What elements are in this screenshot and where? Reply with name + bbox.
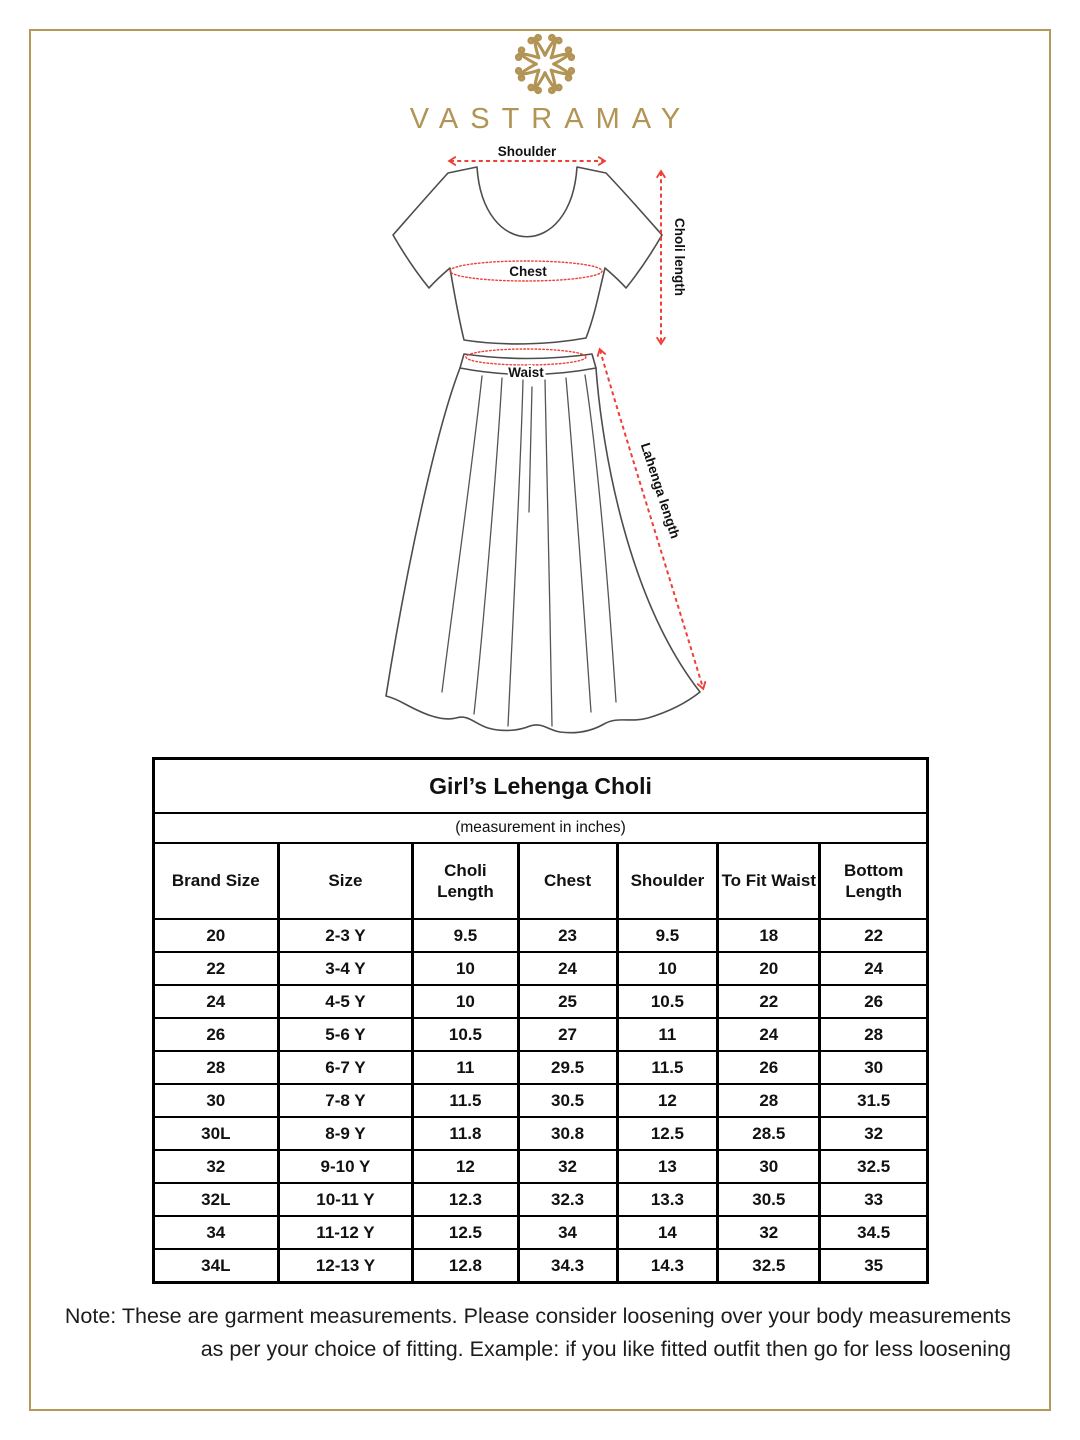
table-cell: 20 [718,952,820,985]
table-row [154,985,928,1018]
table-cell: 5-6 Y [278,1018,413,1051]
brand-name: VASTRAMAY [409,103,693,135]
column-header: Chest [518,843,617,919]
lahenga-length-measure-arrow [600,350,703,688]
table-cell: 3-4 Y [278,952,413,985]
table-row [154,1084,928,1117]
table-cell: 6-7 Y [278,1051,413,1084]
table-cell: 34 [518,1216,617,1249]
table-cell: 32 [820,1117,928,1150]
pleat-line [442,376,482,692]
table-row [154,919,928,952]
column-header: Bottom Length [820,843,928,919]
table-row [154,1249,928,1283]
table-row [154,952,928,985]
column-header: Brand Size [154,843,279,919]
table-cell: 32.3 [518,1183,617,1216]
table-row [154,1117,928,1150]
measurement-note [45,1300,1011,1366]
table-cell: 30L [154,1117,279,1150]
table-cell: 30 [154,1084,279,1117]
table-row [154,1150,928,1183]
table-cell: 9.5 [413,919,518,952]
table-cell: 28 [718,1084,820,1117]
table-cell: 10 [413,985,518,1018]
table-cell: 12.5 [413,1216,518,1249]
column-header: Choli Length [413,843,518,919]
table-cell: 31.5 [820,1084,928,1117]
brand-emblem-icon [507,32,583,96]
pleat-line [585,375,616,702]
table-title: Girl’s Lehenga Choli [154,759,928,814]
pleat-line [474,378,502,714]
table-cell: 12.8 [413,1249,518,1283]
waist-label: Waist [508,365,544,380]
table-cell: 2-3 Y [278,919,413,952]
table-cell: 10-11 Y [278,1183,413,1216]
table-cell: 14 [617,1216,718,1249]
table-cell: 34 [154,1216,279,1249]
table-cell: 30.5 [718,1183,820,1216]
table-cell: 20 [154,919,279,952]
table-cell: 26 [718,1051,820,1084]
table-cell: 13.3 [617,1183,718,1216]
pleat-line [529,387,532,512]
table-cell: 12 [617,1084,718,1117]
table-cell: 34.3 [518,1249,617,1283]
table-cell: 24 [718,1018,820,1051]
table-cell: 25 [518,985,617,1018]
table-cell: 26 [154,1018,279,1051]
table-cell: 28 [820,1018,928,1051]
table-cell: 11 [413,1051,518,1084]
table-cell: 34L [154,1249,279,1283]
table-cell: 32.5 [820,1150,928,1183]
table-subtitle: (measurement in inches) [154,813,928,843]
pleat-line [508,380,523,726]
table-cell: 24 [518,952,617,985]
table-cell: 29.5 [518,1051,617,1084]
table-cell: 32 [154,1150,279,1183]
pleat-line [545,380,552,726]
table-cell: 13 [617,1150,718,1183]
table-row [154,1018,928,1051]
table-cell: 28 [154,1051,279,1084]
table-cell: 11 [617,1018,718,1051]
brand-header [5,32,1080,136]
table-cell: 9-10 Y [278,1150,413,1183]
table-cell: 26 [820,985,928,1018]
column-header: To Fit Waist [718,843,820,919]
shoulder-label: Shoulder [497,144,557,159]
table-cell: 33 [820,1183,928,1216]
table-cell: 14.3 [617,1249,718,1283]
size-chart-table [152,757,929,1284]
table-cell: 32 [718,1216,820,1249]
table-cell: 18 [718,919,820,952]
table-cell: 24 [820,952,928,985]
lahenga-length-label: Lahenga length [637,440,683,541]
table-cell: 27 [518,1018,617,1051]
table-cell: 10.5 [413,1018,518,1051]
table-cell: 22 [718,985,820,1018]
table-cell: 32L [154,1183,279,1216]
table-cell: 11.5 [617,1051,718,1084]
choli-length-label: Choli length [672,218,687,296]
column-header: Shoulder [617,843,718,919]
size-table-body [154,919,928,1283]
table-cell: 10 [617,952,718,985]
table-cell: 10.5 [617,985,718,1018]
table-cell: 11.8 [413,1117,518,1150]
table-cell: 12 [413,1150,518,1183]
table-cell: 24 [154,985,279,1018]
table-cell: 22 [820,919,928,952]
table-cell: 12-13 Y [278,1249,413,1283]
table-row [154,1216,928,1249]
table-cell: 9.5 [617,919,718,952]
table-cell: 30 [820,1051,928,1084]
table-cell: 34.5 [820,1216,928,1249]
table-cell: 12.3 [413,1183,518,1216]
table-cell: 22 [154,952,279,985]
table-cell: 11-12 Y [278,1216,413,1249]
table-row [154,1051,928,1084]
table-cell: 8-9 Y [278,1117,413,1150]
garment-diagram [380,140,730,752]
note-line-1: Note: These are garment measurements. Please consider loosening over your body measurements [64,1304,1011,1328]
lehenga-drawing [386,354,700,733]
choli-drawing [393,167,662,344]
table-cell: 23 [518,919,617,952]
column-header: Size [278,843,413,919]
table-cell: 35 [820,1249,928,1283]
table-cell: 30 [718,1150,820,1183]
table-cell: 7-8 Y [278,1084,413,1117]
table-cell: 30.5 [518,1084,617,1117]
table-cell: 30.8 [518,1117,617,1150]
column-header-row [154,843,928,919]
note-line-2: as per your choice of fitting. Example: if you like fitted outfit then go for less loosening [200,1337,1011,1361]
table-row [154,1183,928,1216]
table-cell: 32 [518,1150,617,1183]
table-cell: 28.5 [718,1117,820,1150]
table-cell: 4-5 Y [278,985,413,1018]
table-cell: 32.5 [718,1249,820,1283]
pleat-line [566,378,591,712]
table-cell: 11.5 [413,1084,518,1117]
table-cell: 10 [413,952,518,985]
chest-label: Chest [509,264,547,279]
table-cell: 12.5 [617,1117,718,1150]
